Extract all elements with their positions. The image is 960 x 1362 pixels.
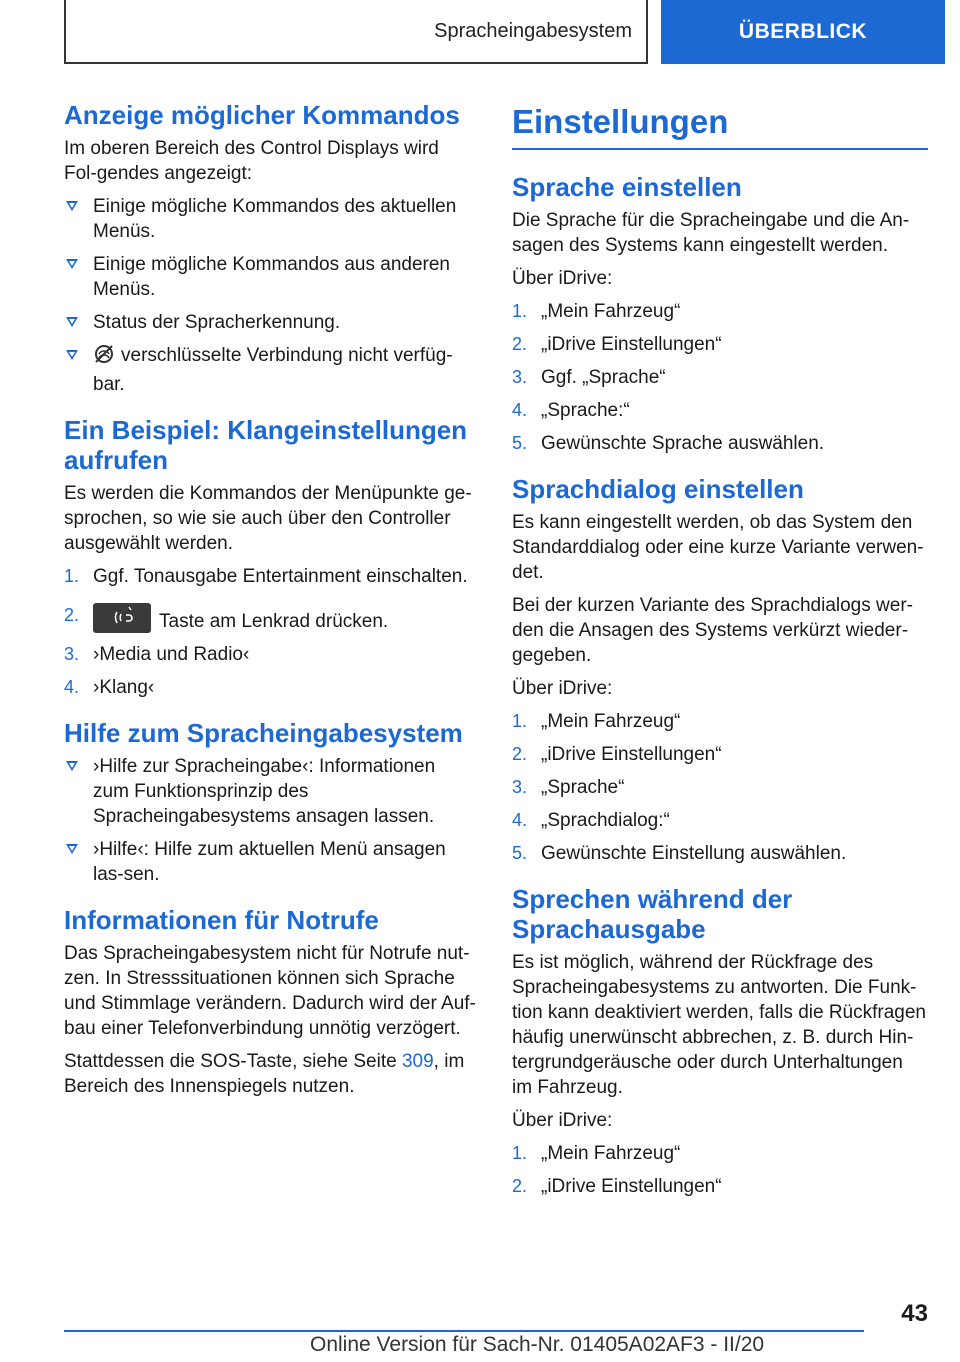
- encryption-off-icon: [93, 343, 115, 372]
- chapter-title: Spracheingabesystem: [434, 19, 632, 42]
- numbered-list: [64, 564, 476, 700]
- paragraph: Über iDrive:: [512, 1110, 613, 1131]
- list-item: 2. „iDrive Einstellungen“: [512, 1176, 722, 1197]
- paragraph: Es kann eingestellt werden, ob das System den Standarddialog oder eine kurze Variante verwen-det.: [512, 512, 924, 583]
- section-heading: Sprache einstellen: [512, 172, 742, 202]
- bullet-list: [64, 194, 476, 397]
- paragraph: Die Sprache für die Spracheingabe und die An-sagen des Systems kann eingestellt werden.: [512, 210, 910, 256]
- list-item: 1. Ggf. Tonausgabe Entertainment einschalten.: [64, 566, 468, 587]
- section-heading: Sprachdialog einstellen: [512, 474, 804, 504]
- list-item: 2. „iDrive Einstellungen“: [512, 744, 722, 765]
- list-item: 5. Gewünschte Einstellung auswählen.: [512, 843, 847, 864]
- bullet-triangle-icon: [66, 259, 78, 269]
- section-heading: Informationen für Notrufe: [64, 905, 379, 935]
- section-tab[interactable]: [661, 0, 945, 64]
- paragraph: Im oberen Bereich des Control Displays wird Fol-gendes angezeigt:: [64, 138, 439, 184]
- list-item: ›Hilfe‹: Hilfe zum aktuellen Menü ansagen las-sen.: [64, 837, 476, 887]
- voice-button-icon: [93, 603, 151, 633]
- list-item: 4. „Sprache:“: [512, 400, 630, 421]
- bullet-triangle-icon: [66, 201, 78, 211]
- list-item: 1. „Mein Fahrzeug“: [512, 301, 681, 322]
- list-item: 4. ›Klang‹: [64, 677, 155, 698]
- heading-rule: [512, 148, 928, 150]
- list-item: 4. „Sprachdialog:“: [512, 810, 670, 831]
- bullet-triangle-icon: [66, 317, 78, 327]
- numbered-list: [512, 709, 928, 866]
- list-item: verschlüsselte Verbindung nicht verfüg-bar.: [64, 343, 476, 397]
- paragraph: Es ist möglich, während der Rückfrage des Spracheingabesystems zu antworten. Die Funk-tion kann deaktiviert werden, falls die Rückfragen häufig unerwünscht abbrechen, z. B. durch Hin-tergrundgeräusche oder durch Unterhaltungen im Fahrzeug.: [512, 952, 927, 1098]
- right-column: [512, 100, 928, 1217]
- paragraph: Das Spracheingabesystem nicht für Notrufe nut-zen. In Stresssituationen können sich Sprache und Stimmlage verändern. Dadurch wird der Auf-bau einer Telefonverbindung unnötig verzögert.: [64, 943, 476, 1039]
- section-tab-label: ÜBERBLICK: [738, 20, 868, 43]
- list-item: Einige mögliche Kommandos des aktuellen Menüs.: [64, 194, 476, 244]
- paragraph: Stattdessen die SOS-Taste, siehe Seite 309, im Bereich des Innenspiegels nutzen.: [64, 1051, 465, 1097]
- footer-rule: [64, 1330, 864, 1332]
- bullet-triangle-icon: [66, 761, 78, 771]
- list-item: 5. Gewünschte Sprache auswählen.: [512, 433, 825, 454]
- paragraph: Über iDrive:: [512, 268, 613, 289]
- list-item: Status der Spracherkennung.: [64, 310, 476, 335]
- page-number: 43: [901, 1300, 928, 1327]
- list-item: 1. „Mein Fahrzeug“: [512, 1143, 681, 1164]
- list-item: 2. „iDrive Einstellungen“: [512, 334, 722, 355]
- section-heading: Sprechen während der Sprachausgabe: [512, 884, 793, 944]
- list-item: ›Hilfe zur Spracheingabe‹: Informationen zum Funktionsprinzip des Spracheingabesystems ansagen lassen.: [64, 754, 476, 829]
- list-item: 3. Ggf. „Sprache“: [512, 367, 666, 388]
- section-heading: Anzeige möglicher Kommandos: [64, 100, 460, 130]
- bullet-list: [64, 754, 476, 887]
- numbered-list: [512, 299, 928, 456]
- list-item: 1. „Mein Fahrzeug“: [512, 711, 681, 732]
- left-column: [64, 100, 476, 1107]
- section-heading: Ein Beispiel: Klangeinstellungen aufrufen: [64, 415, 468, 475]
- list-item: 3. „Sprache“: [512, 777, 625, 798]
- paragraph: Über iDrive:: [512, 678, 613, 699]
- list-item: 2. Taste am Lenkrad drücken.: [64, 605, 389, 632]
- chapter-heading: Einstellungen: [512, 103, 729, 140]
- chapter-header: [64, 0, 648, 64]
- bullet-triangle-icon: [66, 844, 78, 854]
- section-heading: Hilfe zum Spracheingabesystem: [64, 718, 463, 748]
- list-item: Einige mögliche Kommandos aus anderen Menüs.: [64, 252, 476, 302]
- paragraph: Bei der kurzen Variante des Sprachdialogs wer-den die Ansagen des Systems verkürzt wieder-gegeben.: [512, 595, 913, 666]
- numbered-list: [512, 1141, 928, 1199]
- paragraph: Es werden die Kommandos der Menüpunkte ge-sprochen, so wie sie auch über den Controller ausgewählt werden.: [64, 483, 472, 554]
- footer-text: Online Version für Sach-Nr. 01405A02AF3 - II/20: [310, 1333, 765, 1356]
- list-item: 3. ›Media und Radio‹: [64, 644, 250, 665]
- bullet-triangle-icon: [66, 350, 78, 360]
- page-reference-link[interactable]: 309: [401, 1051, 434, 1072]
